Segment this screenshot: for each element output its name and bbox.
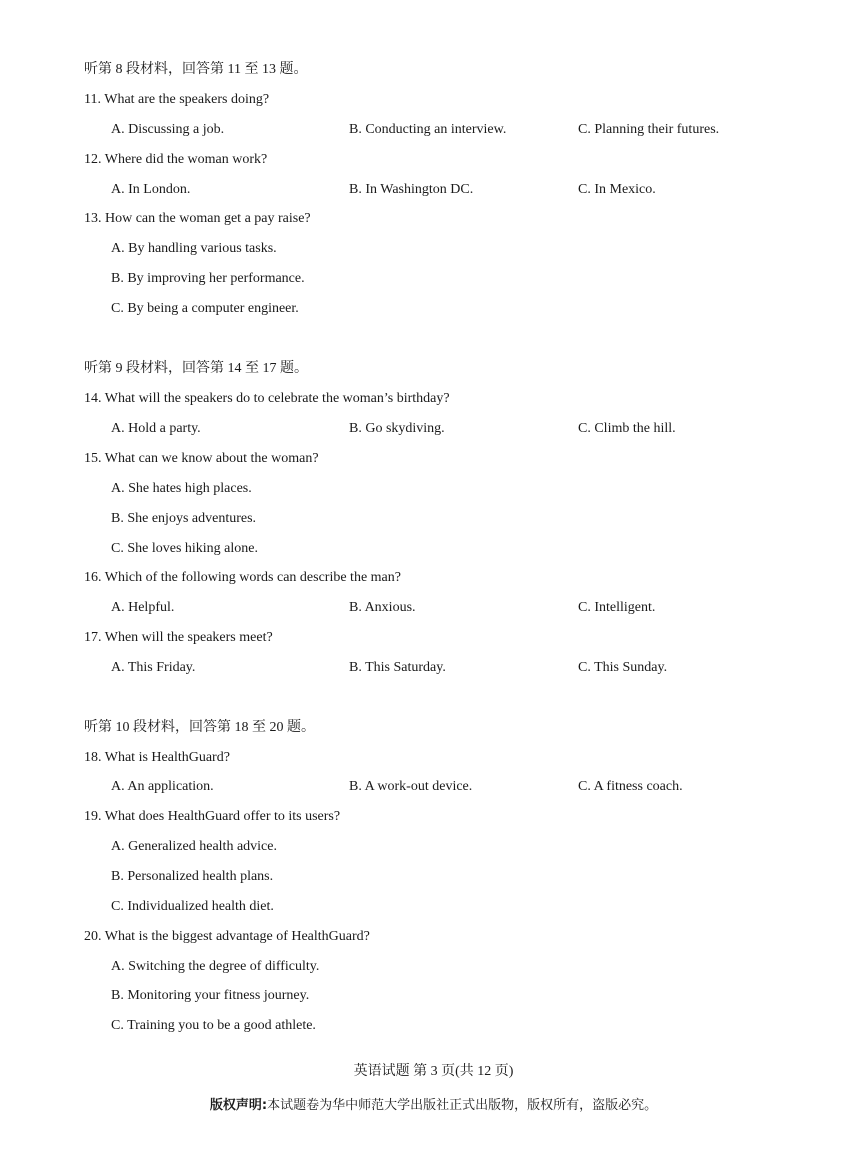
copyright-notice bbox=[0, 1094, 867, 1113]
option-c: C. Climb the hill. bbox=[578, 421, 676, 436]
option-b: B. This Saturday. bbox=[349, 660, 446, 675]
question-stem: 20. What is the biggest advantage of HealthGuard? bbox=[84, 929, 370, 944]
question-stem: 17. When will the speakers meet? bbox=[84, 630, 273, 645]
option-c: C. Individualized health diet. bbox=[111, 899, 274, 914]
section-heading: 听第 9 段材料，回答第 14 至 17 题。 bbox=[84, 361, 308, 376]
question-stem: 11. What are the speakers doing? bbox=[84, 92, 270, 107]
page-number: 英语试题 第 3 页(共 12 页) bbox=[353, 1064, 514, 1079]
question-stem: 15. What can we know about the woman? bbox=[84, 451, 319, 466]
option-b: B. Conducting an interview. bbox=[349, 122, 507, 137]
copyright-label: 版权声明: bbox=[209, 1098, 268, 1113]
option-c: C. She loves hiking alone. bbox=[111, 541, 258, 556]
copyright-text: 本试题卷为华中师范大学出版社正式出版物，版权所有，盗版必究。 bbox=[267, 1098, 658, 1113]
option-c: C. A fitness coach. bbox=[578, 779, 683, 794]
question-stem: 12. Where did the woman work? bbox=[84, 152, 268, 167]
option-a: A. Switching the degree of difficulty. bbox=[111, 959, 320, 974]
option-a: A. In London. bbox=[111, 182, 191, 197]
option-a: A. Helpful. bbox=[111, 600, 175, 615]
option-b: B. She enjoys adventures. bbox=[111, 511, 257, 526]
option-b: B. A work-out device. bbox=[349, 779, 473, 794]
option-a: A. An application. bbox=[111, 779, 214, 794]
question-stem: 19. What does HealthGuard offer to its users? bbox=[84, 809, 341, 824]
option-b: B. Monitoring your fitness journey. bbox=[111, 988, 310, 1003]
option-c: C. Intelligent. bbox=[578, 600, 656, 615]
question-stem: 18. What is HealthGuard? bbox=[84, 750, 230, 765]
option-a: A. Generalized health advice. bbox=[111, 839, 277, 854]
option-b: B. By improving her performance. bbox=[111, 271, 305, 286]
option-a: A. She hates high places. bbox=[111, 481, 252, 496]
question-stem: 13. How can the woman get a pay raise? bbox=[84, 211, 311, 226]
question-stem: 14. What will the speakers do to celebrate the woman’s birthday? bbox=[84, 391, 450, 406]
option-a: A. Hold a party. bbox=[111, 421, 201, 436]
option-b: B. In Washington DC. bbox=[349, 182, 474, 197]
option-a: A. By handling various tasks. bbox=[111, 241, 277, 256]
option-c: C. Planning their futures. bbox=[578, 122, 720, 137]
option-b: B. Anxious. bbox=[349, 600, 416, 615]
option-c: C. Training you to be a good athlete. bbox=[111, 1018, 316, 1033]
option-c: C. By being a computer engineer. bbox=[111, 301, 299, 316]
question-stem: 16. Which of the following words can describe the man? bbox=[84, 570, 401, 585]
option-b: B. Personalized health plans. bbox=[111, 869, 274, 884]
option-a: A. Discussing a job. bbox=[111, 122, 225, 137]
option-c: C. This Sunday. bbox=[578, 660, 668, 675]
option-a: A. This Friday. bbox=[111, 660, 196, 675]
section-heading: 听第 10 段材料，回答第 18 至 20 题。 bbox=[84, 720, 315, 735]
option-c: C. In Mexico. bbox=[578, 182, 656, 197]
option-b: B. Go skydiving. bbox=[349, 421, 445, 436]
section-heading: 听第 8 段材料，回答第 11 至 13 题。 bbox=[84, 62, 308, 77]
